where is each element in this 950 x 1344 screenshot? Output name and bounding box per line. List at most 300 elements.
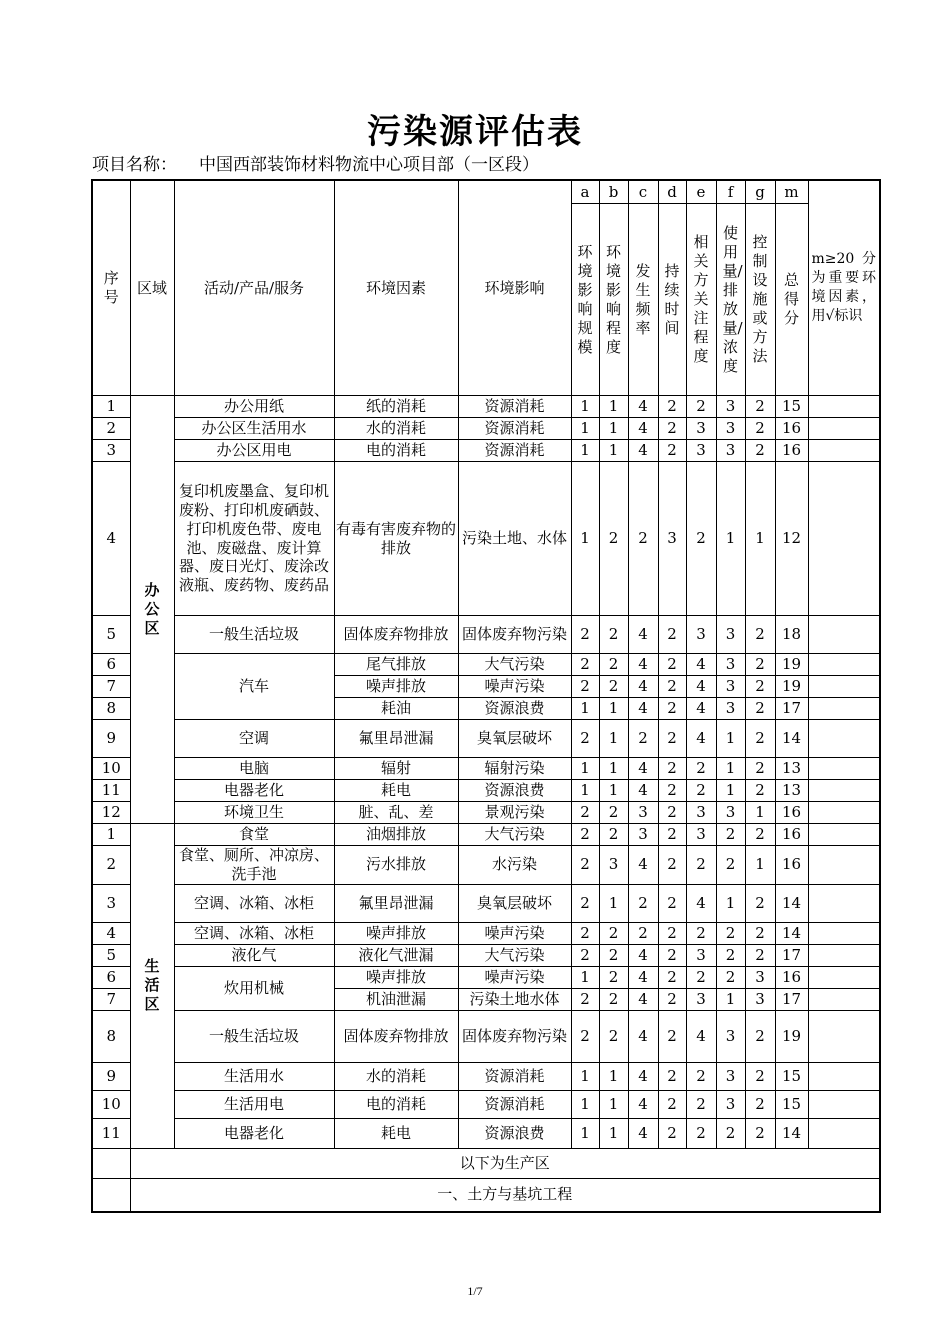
row-seq: 12 xyxy=(92,802,130,824)
score-d: 2 xyxy=(658,720,686,758)
score-b: 2 xyxy=(599,988,628,1010)
row-impact: 资源消耗 xyxy=(458,418,571,440)
page-number: 1/7 xyxy=(467,1284,483,1298)
score-e: 4 xyxy=(686,1010,716,1062)
table-row xyxy=(92,440,880,462)
row-impact: 污染土地水体 xyxy=(458,988,571,1010)
score-d: 2 xyxy=(658,396,686,418)
score-m: 19 xyxy=(775,1010,808,1062)
header-impact: 环境影响 xyxy=(458,180,571,396)
score-e: 4 xyxy=(686,676,716,698)
table-row xyxy=(92,824,880,846)
score-f: 3 xyxy=(716,1010,745,1062)
score-c: 2 xyxy=(628,462,658,616)
score-e: 2 xyxy=(686,396,716,418)
row-factor: 噪声排放 xyxy=(334,966,458,988)
row-seq: 10 xyxy=(92,1090,130,1118)
table-row xyxy=(92,1118,880,1148)
table-row xyxy=(92,884,880,922)
header-letter-g: g xyxy=(745,180,775,204)
row-mark xyxy=(808,846,880,885)
row-activity: 电器老化 xyxy=(174,1118,334,1148)
header-criteria-f: 使用量/排放量/浓度 xyxy=(716,204,745,396)
row-activity: 办公用纸 xyxy=(174,396,334,418)
header-criteria-g: 控制设施或方法 xyxy=(745,204,775,396)
row-activity: 液化气 xyxy=(174,944,334,966)
score-f: 2 xyxy=(716,1118,745,1148)
score-a: 1 xyxy=(571,462,599,616)
score-f: 3 xyxy=(716,396,745,418)
row-impact: 资源消耗 xyxy=(458,396,571,418)
score-d: 2 xyxy=(658,988,686,1010)
row-activity: 办公区用电 xyxy=(174,440,334,462)
score-e: 2 xyxy=(686,922,716,944)
score-f: 3 xyxy=(716,440,745,462)
score-a: 2 xyxy=(571,884,599,922)
score-f: 3 xyxy=(716,654,745,676)
section-title: 以下为生产区 xyxy=(130,1148,880,1178)
score-m: 15 xyxy=(775,1090,808,1118)
score-d: 2 xyxy=(658,698,686,720)
score-a: 1 xyxy=(571,440,599,462)
score-e: 3 xyxy=(686,988,716,1010)
row-mark xyxy=(808,418,880,440)
row-seq: 2 xyxy=(92,418,130,440)
header-criteria-d: 持续时间 xyxy=(658,204,686,396)
score-b: 2 xyxy=(599,462,628,616)
score-e: 3 xyxy=(686,418,716,440)
row-factor: 耗油 xyxy=(334,698,458,720)
row-factor: 机油泄漏 xyxy=(334,988,458,1010)
header-letter-d: d xyxy=(658,180,686,204)
row-impact: 大气污染 xyxy=(458,944,571,966)
score-a: 2 xyxy=(571,922,599,944)
row-factor: 辐射 xyxy=(334,758,458,780)
table-row xyxy=(92,396,880,418)
score-c: 4 xyxy=(628,396,658,418)
row-mark xyxy=(808,396,880,418)
page-title: 污染源评估表 xyxy=(367,112,583,152)
score-b: 2 xyxy=(599,944,628,966)
score-g: 2 xyxy=(745,698,775,720)
header-letter-b: b xyxy=(599,180,628,204)
score-m: 19 xyxy=(775,654,808,676)
score-c: 4 xyxy=(628,616,658,654)
score-f: 1 xyxy=(716,884,745,922)
score-m: 16 xyxy=(775,846,808,885)
row-factor: 脏、乱、差 xyxy=(334,802,458,824)
section-title: 一、土方与基坑工程 xyxy=(130,1178,880,1212)
header-letter-m: m xyxy=(775,180,808,204)
score-b: 2 xyxy=(599,616,628,654)
score-a: 1 xyxy=(571,1118,599,1148)
score-m: 17 xyxy=(775,944,808,966)
score-e: 3 xyxy=(686,824,716,846)
row-impact: 水污染 xyxy=(458,846,571,885)
score-g: 2 xyxy=(745,720,775,758)
header-row-letters xyxy=(92,180,880,204)
score-c: 4 xyxy=(628,676,658,698)
row-activity: 办公区生活用水 xyxy=(174,418,334,440)
score-b: 1 xyxy=(599,758,628,780)
score-f: 1 xyxy=(716,988,745,1010)
score-e: 4 xyxy=(686,698,716,720)
row-seq: 10 xyxy=(92,758,130,780)
header-seq: 序号 xyxy=(92,180,130,396)
score-g: 2 xyxy=(745,884,775,922)
score-m: 18 xyxy=(775,616,808,654)
row-seq: 9 xyxy=(92,720,130,758)
header-letter-e: e xyxy=(686,180,716,204)
row-activity: 炊用机械 xyxy=(174,966,334,1010)
score-a: 2 xyxy=(571,720,599,758)
score-f: 3 xyxy=(716,698,745,720)
score-f: 3 xyxy=(716,1090,745,1118)
score-a: 1 xyxy=(571,758,599,780)
row-impact: 资源浪费 xyxy=(458,1118,571,1148)
score-e: 3 xyxy=(686,440,716,462)
row-impact: 资源消耗 xyxy=(458,440,571,462)
table-row xyxy=(92,418,880,440)
row-impact: 臭氧层破坏 xyxy=(458,720,571,758)
score-b: 2 xyxy=(599,966,628,988)
header-zone: 区域 xyxy=(130,180,174,396)
project-label: 项目名称： xyxy=(92,155,177,175)
score-a: 2 xyxy=(571,846,599,885)
score-m: 16 xyxy=(775,824,808,846)
header-note: m≥20分为重要环境因素，用√标识 xyxy=(808,180,880,396)
score-c: 4 xyxy=(628,846,658,885)
row-mark xyxy=(808,1010,880,1062)
score-m: 14 xyxy=(775,884,808,922)
header-letter-a: a xyxy=(571,180,599,204)
score-a: 1 xyxy=(571,780,599,802)
row-mark xyxy=(808,758,880,780)
section-seq-blank xyxy=(92,1148,130,1178)
score-g: 1 xyxy=(745,846,775,885)
row-impact: 大气污染 xyxy=(458,824,571,846)
row-impact: 资源消耗 xyxy=(458,1062,571,1090)
score-b: 1 xyxy=(599,440,628,462)
zone-cell xyxy=(130,396,174,824)
score-b: 1 xyxy=(599,698,628,720)
score-f: 2 xyxy=(716,966,745,988)
row-factor: 污水排放 xyxy=(334,846,458,885)
score-g: 1 xyxy=(745,462,775,616)
row-activity: 一般生活垃圾 xyxy=(174,616,334,654)
score-g: 2 xyxy=(745,654,775,676)
row-factor: 水的消耗 xyxy=(334,1062,458,1090)
row-seq: 1 xyxy=(92,824,130,846)
score-g: 2 xyxy=(745,1118,775,1148)
score-g: 2 xyxy=(745,440,775,462)
project-line xyxy=(92,150,539,175)
row-impact: 固体废弃物污染 xyxy=(458,1010,571,1062)
score-a: 2 xyxy=(571,676,599,698)
score-c: 2 xyxy=(628,720,658,758)
row-activity: 电器老化 xyxy=(174,780,334,802)
score-g: 2 xyxy=(745,396,775,418)
row-activity: 食堂 xyxy=(174,824,334,846)
header-criteria-a: 环境影响规模 xyxy=(571,204,599,396)
score-a: 1 xyxy=(571,698,599,720)
score-c: 4 xyxy=(628,966,658,988)
table-row xyxy=(92,802,880,824)
score-b: 1 xyxy=(599,1090,628,1118)
header-criteria-m: 总得分 xyxy=(775,204,808,396)
score-c: 4 xyxy=(628,698,658,720)
score-m: 19 xyxy=(775,676,808,698)
header-criteria-b: 环境影响程度 xyxy=(599,204,628,396)
zone-label: 办公区 xyxy=(144,581,160,637)
row-mark xyxy=(808,720,880,758)
score-e: 2 xyxy=(686,462,716,616)
score-m: 14 xyxy=(775,922,808,944)
score-g: 2 xyxy=(745,676,775,698)
table-row xyxy=(92,616,880,654)
score-c: 4 xyxy=(628,654,658,676)
header-letter-f: f xyxy=(716,180,745,204)
header-criteria-e: 相关方关注程度 xyxy=(686,204,716,396)
score-m: 16 xyxy=(775,440,808,462)
score-m: 12 xyxy=(775,462,808,616)
score-a: 2 xyxy=(571,988,599,1010)
row-impact: 臭氧层破坏 xyxy=(458,884,571,922)
score-g: 2 xyxy=(745,1090,775,1118)
score-d: 2 xyxy=(658,616,686,654)
score-c: 4 xyxy=(628,1062,658,1090)
row-impact: 噪声污染 xyxy=(458,676,571,698)
row-factor: 固体废弃物排放 xyxy=(334,616,458,654)
score-d: 2 xyxy=(658,884,686,922)
row-mark xyxy=(808,462,880,616)
row-mark xyxy=(808,884,880,922)
table-row xyxy=(92,966,880,988)
score-f: 3 xyxy=(716,1062,745,1090)
row-seq: 6 xyxy=(92,654,130,676)
score-d: 2 xyxy=(658,944,686,966)
row-seq: 4 xyxy=(92,922,130,944)
score-g: 2 xyxy=(745,1010,775,1062)
row-activity: 空调、冰箱、冰柜 xyxy=(174,884,334,922)
table-row xyxy=(92,1010,880,1062)
score-g: 1 xyxy=(745,802,775,824)
section-seq-blank xyxy=(92,1178,130,1212)
row-impact: 固体废弃物污染 xyxy=(458,616,571,654)
score-e: 2 xyxy=(686,758,716,780)
score-c: 4 xyxy=(628,418,658,440)
score-a: 2 xyxy=(571,824,599,846)
score-b: 2 xyxy=(599,1010,628,1062)
row-impact: 资源浪费 xyxy=(458,780,571,802)
row-activity: 空调、冰箱、冰柜 xyxy=(174,922,334,944)
score-f: 2 xyxy=(716,944,745,966)
zone-label: 生活区 xyxy=(144,957,160,1014)
score-m: 15 xyxy=(775,396,808,418)
row-factor: 纸的消耗 xyxy=(334,396,458,418)
score-b: 1 xyxy=(599,780,628,802)
row-seq: 7 xyxy=(92,676,130,698)
row-factor: 噪声排放 xyxy=(334,676,458,698)
score-d: 2 xyxy=(658,1062,686,1090)
table-row xyxy=(92,758,880,780)
row-seq: 9 xyxy=(92,1062,130,1090)
row-seq: 6 xyxy=(92,966,130,988)
score-a: 1 xyxy=(571,418,599,440)
row-mark xyxy=(808,1062,880,1090)
row-factor: 尾气排放 xyxy=(334,654,458,676)
score-g: 3 xyxy=(745,966,775,988)
table-row xyxy=(92,922,880,944)
row-activity: 生活用水 xyxy=(174,1062,334,1090)
score-f: 2 xyxy=(716,846,745,885)
score-d: 2 xyxy=(658,824,686,846)
evaluation-table xyxy=(91,179,881,1213)
score-g: 2 xyxy=(745,922,775,944)
score-a: 2 xyxy=(571,802,599,824)
score-g: 2 xyxy=(745,824,775,846)
score-m: 14 xyxy=(775,720,808,758)
row-impact: 噪声污染 xyxy=(458,922,571,944)
table-row xyxy=(92,1062,880,1090)
row-mark xyxy=(808,698,880,720)
score-e: 2 xyxy=(686,1118,716,1148)
score-g: 2 xyxy=(745,616,775,654)
row-activity: 复印机废墨盒、复印机废粉、打印机废硒鼓、打印机废色带、废电池、废磁盘、废计算器、废日光灯、废涂改液瓶、废药物、废药品 xyxy=(174,462,334,616)
score-d: 2 xyxy=(658,922,686,944)
header-factor: 环境因素 xyxy=(334,180,458,396)
score-g: 2 xyxy=(745,780,775,802)
row-factor: 油烟排放 xyxy=(334,824,458,846)
row-factor: 耗电 xyxy=(334,780,458,802)
row-mark xyxy=(808,654,880,676)
row-seq: 5 xyxy=(92,944,130,966)
score-g: 2 xyxy=(745,418,775,440)
score-b: 1 xyxy=(599,1062,628,1090)
row-seq: 1 xyxy=(92,396,130,418)
score-c: 2 xyxy=(628,922,658,944)
section-row xyxy=(92,1178,880,1212)
zone-cell xyxy=(130,824,174,1149)
row-factor: 耗电 xyxy=(334,1118,458,1148)
score-c: 4 xyxy=(628,780,658,802)
score-m: 17 xyxy=(775,988,808,1010)
row-mark xyxy=(808,824,880,846)
score-m: 13 xyxy=(775,758,808,780)
score-f: 1 xyxy=(716,758,745,780)
score-a: 2 xyxy=(571,616,599,654)
score-e: 2 xyxy=(686,780,716,802)
score-c: 4 xyxy=(628,1090,658,1118)
score-e: 4 xyxy=(686,654,716,676)
row-seq: 7 xyxy=(92,988,130,1010)
score-m: 16 xyxy=(775,966,808,988)
row-mark xyxy=(808,802,880,824)
score-b: 1 xyxy=(599,418,628,440)
row-factor: 固体废弃物排放 xyxy=(334,1010,458,1062)
table-row xyxy=(92,944,880,966)
score-c: 4 xyxy=(628,1118,658,1148)
score-f: 2 xyxy=(716,824,745,846)
table-row xyxy=(92,780,880,802)
row-seq: 4 xyxy=(92,462,130,616)
score-e: 3 xyxy=(686,944,716,966)
score-d: 2 xyxy=(658,440,686,462)
score-b: 2 xyxy=(599,802,628,824)
row-factor: 水的消耗 xyxy=(334,418,458,440)
score-m: 13 xyxy=(775,780,808,802)
score-d: 2 xyxy=(658,418,686,440)
row-activity: 空调 xyxy=(174,720,334,758)
score-d: 2 xyxy=(658,802,686,824)
row-activity: 食堂、厕所、冲凉房、洗手池 xyxy=(174,846,334,885)
row-mark xyxy=(808,440,880,462)
score-f: 1 xyxy=(716,720,745,758)
score-c: 2 xyxy=(628,884,658,922)
score-m: 15 xyxy=(775,1062,808,1090)
row-seq: 8 xyxy=(92,698,130,720)
score-g: 2 xyxy=(745,758,775,780)
score-d: 2 xyxy=(658,966,686,988)
row-mark xyxy=(808,1090,880,1118)
row-impact: 资源消耗 xyxy=(458,1090,571,1118)
score-e: 2 xyxy=(686,966,716,988)
score-b: 1 xyxy=(599,884,628,922)
score-b: 2 xyxy=(599,676,628,698)
table-row xyxy=(92,846,880,885)
score-e: 4 xyxy=(686,884,716,922)
table-row xyxy=(92,1090,880,1118)
row-impact: 资源浪费 xyxy=(458,698,571,720)
row-factor: 氟里昂泄漏 xyxy=(334,720,458,758)
score-b: 1 xyxy=(599,720,628,758)
score-c: 4 xyxy=(628,988,658,1010)
row-impact: 辐射污染 xyxy=(458,758,571,780)
table-row xyxy=(92,654,880,676)
score-c: 4 xyxy=(628,440,658,462)
score-a: 2 xyxy=(571,1010,599,1062)
score-m: 14 xyxy=(775,1118,808,1148)
row-activity: 生活用电 xyxy=(174,1090,334,1118)
row-seq: 11 xyxy=(92,780,130,802)
row-mark xyxy=(808,944,880,966)
row-activity: 一般生活垃圾 xyxy=(174,1010,334,1062)
row-seq: 3 xyxy=(92,884,130,922)
score-e: 2 xyxy=(686,846,716,885)
score-e: 2 xyxy=(686,1062,716,1090)
row-mark xyxy=(808,1118,880,1148)
score-g: 2 xyxy=(745,944,775,966)
score-e: 3 xyxy=(686,802,716,824)
row-mark xyxy=(808,988,880,1010)
score-e: 4 xyxy=(686,720,716,758)
row-factor: 氟里昂泄漏 xyxy=(334,884,458,922)
score-a: 1 xyxy=(571,396,599,418)
row-impact: 污染土地、水体 xyxy=(458,462,571,616)
score-g: 2 xyxy=(745,1062,775,1090)
header-activity: 活动/产品/服务 xyxy=(174,180,334,396)
score-m: 16 xyxy=(775,802,808,824)
score-a: 1 xyxy=(571,1090,599,1118)
score-f: 3 xyxy=(716,676,745,698)
score-m: 16 xyxy=(775,418,808,440)
header-letter-c: c xyxy=(628,180,658,204)
header-criteria-c: 发生频率 xyxy=(628,204,658,396)
score-b: 2 xyxy=(599,824,628,846)
score-f: 3 xyxy=(716,418,745,440)
row-impact: 景观污染 xyxy=(458,802,571,824)
score-d: 2 xyxy=(658,846,686,885)
